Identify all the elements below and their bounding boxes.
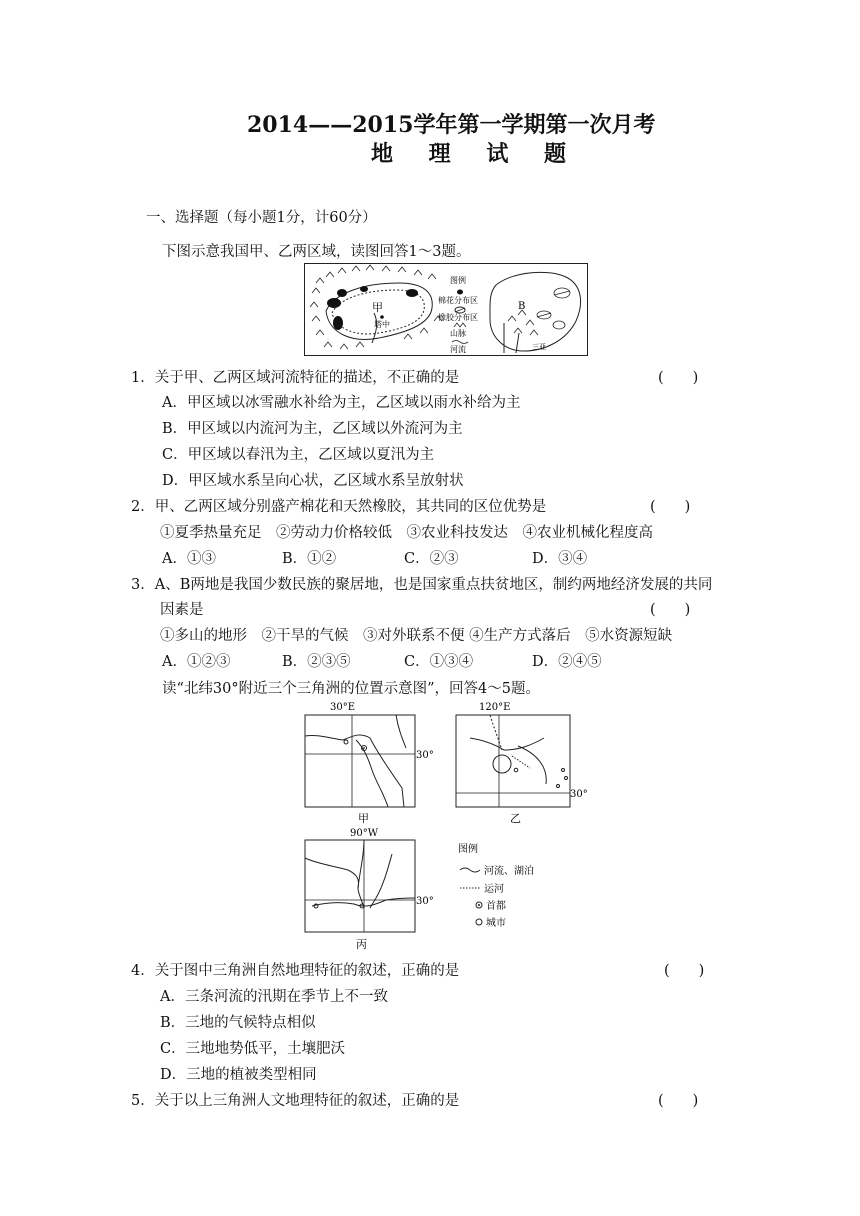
q2-option-b: B．①②	[282, 551, 337, 567]
yi-lat-label: 30°	[570, 789, 588, 800]
question-3-stem-cont: 因素是	[160, 602, 204, 618]
panel-bing	[305, 828, 434, 950]
q2-option-a: A．①③	[162, 551, 216, 567]
q4-option-c: C．三地地势低平，土壤肥沃	[160, 1041, 346, 1057]
map2-legend-title: 图例	[458, 844, 478, 855]
question-2-stem: 2．甲、乙两区域分别盛产棉花和天然橡胶，其共同的区位优势是	[131, 499, 547, 515]
intro-text-2: 读“北纬30°附近三个三角洲的位置示意图”，回答4～5题。	[162, 681, 540, 697]
q3-option-c: C．①③④	[404, 654, 474, 670]
q1-option-b: B．甲区域以内流河为主，乙区域以外流河为主	[162, 421, 463, 437]
question-4-stem: 4．关于图中三角洲自然地理特征的叙述，正确的是	[131, 963, 460, 979]
section-heading: 一、选择题（每小题1分，计60分）	[146, 210, 377, 226]
intro-text: 下图示意我国甲、乙两区域，读图回答1～3题。	[162, 244, 471, 260]
map-regions-jia-yi	[304, 263, 588, 356]
q4-option-a: A．三条河流的汛期在季节上不一致	[160, 989, 388, 1005]
legend-river: 河流	[450, 345, 466, 354]
map-three-deltas	[298, 698, 598, 950]
legend-cotton: 棉花分布区	[438, 296, 478, 305]
legend-title: 图例	[450, 276, 466, 285]
q3-option-a: A．①②③	[162, 654, 231, 670]
label-jia: 甲	[372, 301, 383, 314]
bing-caption: 丙	[356, 938, 367, 950]
map2-legend-canal: 运河	[484, 884, 504, 895]
q2-option-d: D．③④	[532, 551, 588, 567]
legend-mountain: 山脉	[450, 329, 466, 338]
legend-rubber: 橡胶分布区	[438, 313, 478, 322]
q3-option-b: B．②③⑤	[282, 654, 351, 670]
map2-legend-river: 河流、湖泊	[484, 866, 534, 877]
panel-jia	[305, 702, 434, 825]
label-tazhong: 塔中	[374, 320, 390, 329]
q4-option-b: B．三地的气候特点相似	[160, 1015, 316, 1031]
question-5-stem: 5．关于以上三角洲人文地理特征的叙述，正确的是	[131, 1093, 460, 1109]
map2-legend	[458, 842, 534, 929]
jia-lat-label: 30°	[416, 750, 434, 761]
label-sanya: 三亚	[532, 343, 546, 351]
q1-option-d: D．甲区域水系呈向心状，乙区域水系呈放射状	[162, 473, 464, 489]
map2-legend-capital: 首都	[486, 901, 506, 912]
map2-legend-city: 城市	[486, 918, 506, 929]
page-title: 2014——2015学年第一学期第一次月考	[247, 112, 656, 138]
yi-caption: 乙	[510, 812, 521, 825]
jia-lon-label: 30°E	[330, 702, 356, 713]
q2-statements: ①夏季热量充足 ②劳动力价格较低 ③农业科技发达 ④农业机械化程度高	[160, 525, 653, 541]
q1-option-a: A．甲区域以冰雪融水补给为主，乙区域以雨水补给为主	[162, 395, 521, 411]
answer-blank-1[interactable]: ( )	[658, 370, 699, 386]
answer-blank-3[interactable]: ( )	[650, 602, 691, 618]
page-subtitle: 地 理 试 题	[371, 141, 580, 167]
q1-option-c: C．甲区域以春汛为主，乙区域以夏汛为主	[162, 447, 435, 463]
bing-lon-label: 90°W	[350, 828, 379, 839]
jia-caption: 甲	[358, 812, 369, 825]
label-b: B	[518, 301, 526, 312]
q2-option-c: C．②③	[404, 551, 459, 567]
panel-yi	[456, 702, 588, 825]
q4-option-d: D．三地的植被类型相同	[160, 1067, 317, 1083]
answer-blank-4[interactable]: ( )	[664, 963, 705, 979]
answer-blank-2[interactable]: ( )	[650, 499, 691, 515]
answer-blank-5[interactable]: ( )	[658, 1093, 699, 1109]
yi-lon-label: 120°E	[479, 702, 511, 713]
q3-option-d: D．②④⑤	[532, 654, 602, 670]
question-1-stem: 1．关于甲、乙两区域河流特征的描述，不正确的是	[131, 370, 460, 386]
q3-statements: ①多山的地形 ②干旱的气候 ③对外联系不便 ④生产方式落后 ⑤水资源短缺	[160, 628, 673, 644]
question-3-stem: 3．A、B两地是我国少数民族的聚居地，也是国家重点扶贫地区，制约两地经济发展的共同	[131, 577, 713, 593]
bing-lat-label: 30°	[416, 896, 434, 907]
